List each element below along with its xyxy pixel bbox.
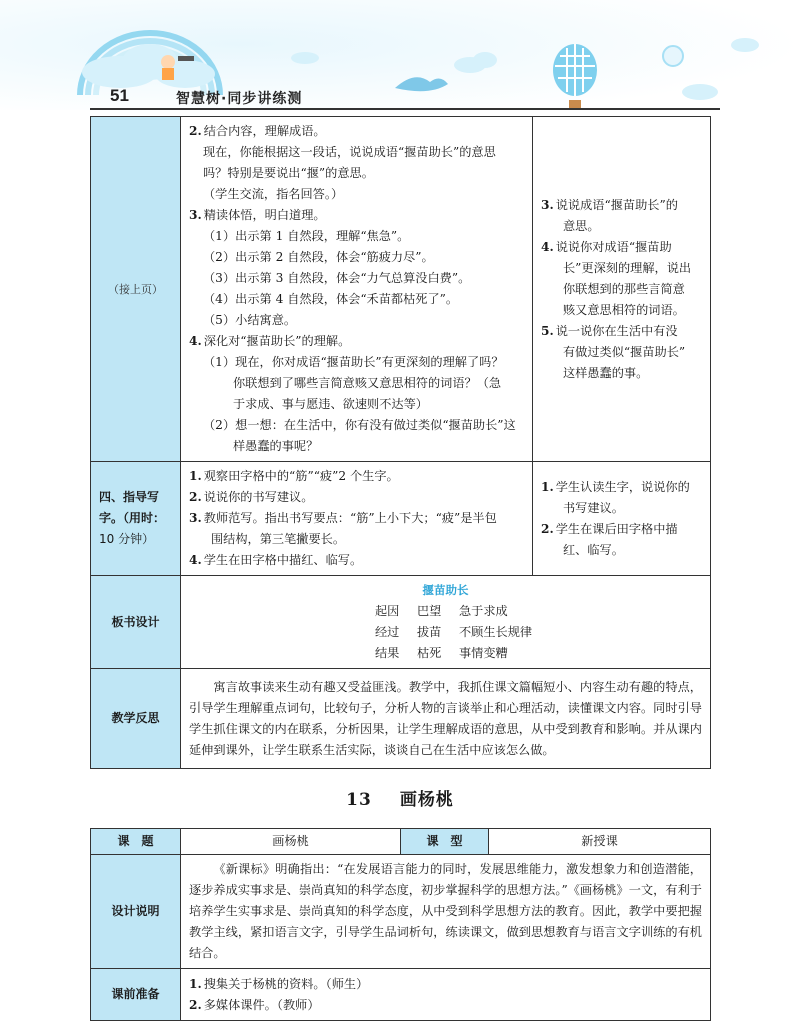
list-item: 1. 搜集关于杨桃的资料。（师生） — [189, 976, 369, 991]
list-item: （3）出示第 3 自然段，体会“力气总算没白费”。 — [203, 271, 471, 285]
lesson-info-table — [90, 828, 711, 1021]
board-row: 经过 拔苗 不顾生长规律 — [375, 625, 533, 639]
list-item: 于求成、事与愿违、欲速则不达等） — [233, 397, 428, 411]
list-item: 现在，你能根据这一段话，说说成语“揠苗助长”的意思 — [203, 145, 496, 159]
list-item: 围结构，第三笔撇要长。 — [211, 532, 346, 546]
board-row: 起因 巴望 急于求成 — [375, 604, 508, 618]
page-number: 51 — [110, 86, 129, 105]
list-item: 吗？特别是要说出“揠”的意思。 — [203, 166, 374, 180]
topic-value: 画杨桃 — [181, 829, 401, 855]
lesson-title: 画杨桃 — [399, 790, 454, 810]
list-item: （1）现在，你对成语“揠苗助长”有更深刻的理解了吗？ — [203, 355, 504, 369]
list-item: 2. 结合内容，理解成语。 — [189, 124, 326, 138]
list-item: 你联想到了哪些言简意赅又意思相符的词语？（急 — [233, 376, 502, 390]
list-item: （2）想一想：在生活中，你有没有做过类似“揠苗助长”这 — [203, 418, 516, 432]
student-item: 5. 说一说你在生活中有没 有做过类似“揠苗助长” 这样愚蠢的事。 — [541, 323, 686, 380]
book-title: 智慧树·同步讲练测 — [176, 91, 303, 107]
reflection-text: 寓言故事读来生动有趣又受益匪浅。教学中，我抓住课文篇幅短小、内容生动有趣的特点，引导学生理解重点词句，比较句子，分析人物的言谈举止和心理活动，读懂课文内容。同时引导学生抓住课文的内在联系，分析因果，让学生理解成语的意思，从中受到教育和影响。并从课内延伸到课外，让学生联系生活实际，谈谈自己在生活中应该怎么做。 — [181, 669, 711, 769]
student-item: 4. 说说你对成语“揠苗助 长”更深刻的理解，说出 你联想到的那些言简意 赅又意思相符的词语。 — [541, 239, 692, 317]
type-value: 新授课 — [489, 829, 711, 855]
type-label: 课 型 — [401, 829, 489, 855]
student-activities — [533, 117, 711, 462]
prep-list — [181, 969, 711, 1021]
list-item: （学生交流，指名回答。） — [203, 187, 344, 201]
student-item: 3. 说说成语“揠苗助长”的 意思。 — [541, 197, 678, 233]
teacher-activities — [181, 117, 533, 462]
list-item: （2）出示第 2 自然段，体会“筋疲力尽”。 — [203, 250, 434, 264]
topic-label: 课 题 — [91, 829, 181, 855]
lesson-plan-table — [90, 116, 711, 769]
sun-icon — [663, 46, 683, 66]
writing-label: 四、指导写 字。（用时： 10 分钟） — [91, 462, 181, 576]
list-item: （4）出示第 4 自然段，体会“禾苗都枯死了”。 — [203, 292, 459, 306]
table-row — [91, 669, 711, 769]
writing-student: 1. 学生认读生字，说说你的 书写建议。 2. 学生在课后田字格中描 红、临写。 — [533, 462, 711, 576]
reflection-label: 教学反思 — [91, 669, 181, 769]
board-label: 板书设计 — [91, 576, 181, 669]
list-item: （5）小结寓意。 — [203, 313, 297, 327]
list-item: 4. 深化对“揠苗助长”的理解。 — [189, 334, 351, 348]
design-text: 《新课标》明确指出：“在发展语言能力的同时，发展思维能力，激发想象力和创造潜能，逐步养成实事求是、崇尚真知的科学态度，初步掌握科学的思想方法。”《画杨桃》一文，有利于培养学生实事求是、崇尚真知的科学态度，从中受到科学思想方法的教育。因此，教学中要把握教学主线，紧扣语言文字，引导学生品词析句，练读课文，做到思想教育与语言文字训练的有机结合。 — [181, 855, 711, 969]
table-row — [91, 576, 711, 669]
board-title: 揠苗助长 — [422, 583, 469, 597]
header-divider — [90, 108, 720, 110]
list-item: （1）出示第 1 自然段，理解“焦急”。 — [203, 229, 410, 243]
lesson-heading — [0, 785, 800, 810]
table-row — [91, 969, 711, 1021]
design-label: 设计说明 — [91, 855, 181, 969]
board-design — [181, 576, 711, 669]
table-row — [91, 829, 711, 855]
list-item: 3. 精读体悟，明白道理。 — [189, 208, 326, 222]
lesson-number: 13 — [346, 790, 372, 810]
table-row — [91, 462, 711, 576]
list-item: 1. 观察田字格中的“筋”“疲”2 个生字。 — [189, 469, 399, 483]
table-row — [91, 855, 711, 969]
list-item: 4. 学生在田字格中描红、临写。 — [189, 553, 363, 567]
continued-label: （接上页） — [91, 117, 181, 462]
list-item: 样愚蠢的事呢？ — [233, 439, 319, 453]
list-item: 2. 说说你的书写建议。 — [189, 490, 314, 504]
board-row: 结果 枯死 事情变糟 — [375, 646, 508, 660]
list-item: 3. 教师范写。指出书写要点：“筋”上小下大；“疲”是半包 — [189, 511, 497, 525]
page-header — [0, 0, 800, 110]
writing-teacher — [181, 462, 533, 576]
prep-label: 课前准备 — [91, 969, 181, 1021]
list-item: 2. 多媒体课件。（教师） — [189, 997, 320, 1012]
table-row — [91, 117, 711, 462]
